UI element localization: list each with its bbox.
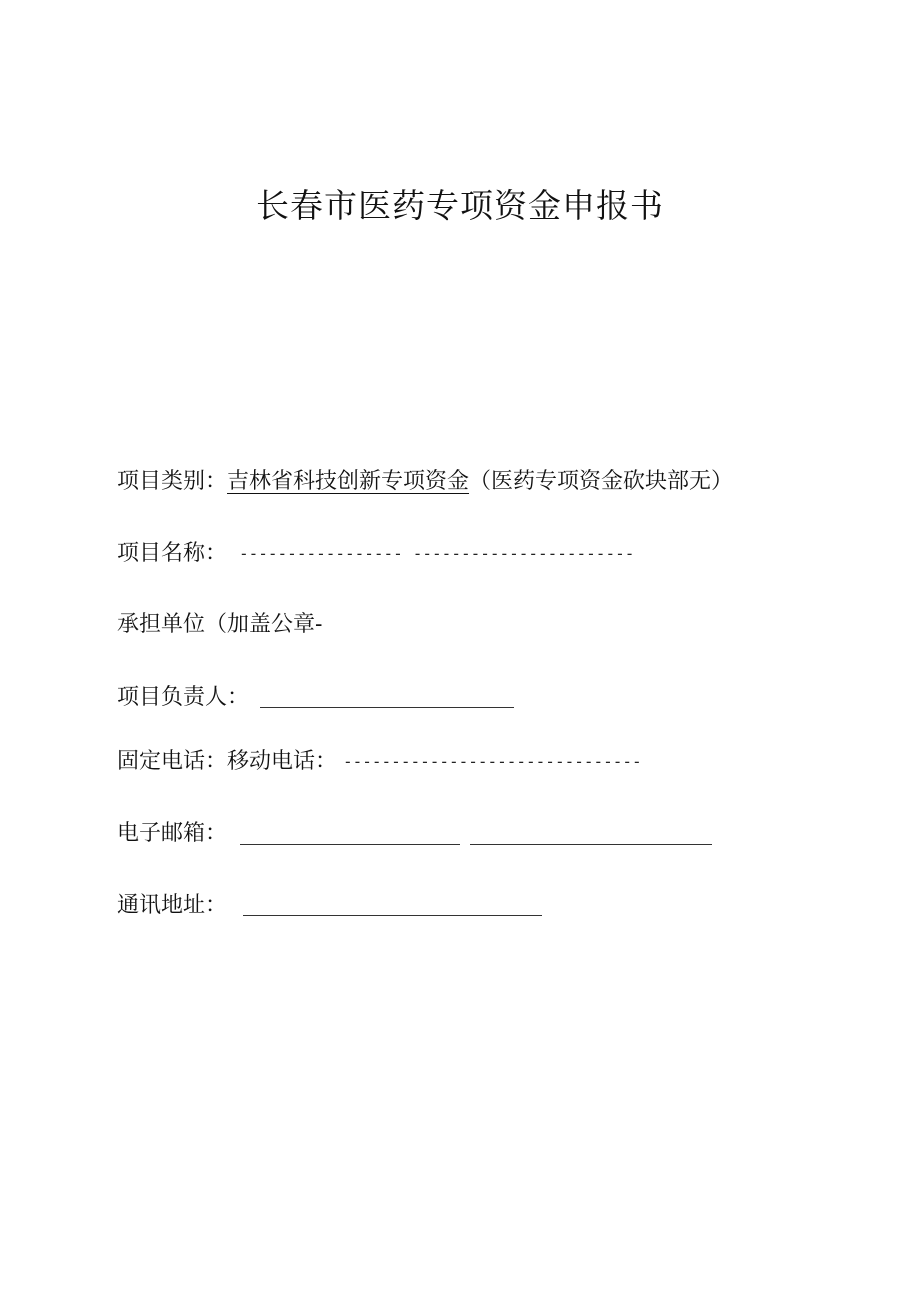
leader-label: 项目负责人： [117, 685, 250, 710]
category-value: 吉林省科技创新专项资金 [227, 469, 470, 494]
project-name-row [117, 539, 634, 569]
document-title: 长春市医药专项资金申报书 [256, 186, 664, 225]
project-name-dashes-1: ----------------- [239, 544, 403, 563]
leader-row [117, 683, 249, 713]
phone-label: 固定电话：移动电话： [117, 749, 338, 774]
unit-row [117, 610, 322, 640]
email-blank-line-2 [470, 844, 712, 845]
unit-label: 承担单位（加盖公章- [117, 612, 323, 637]
category-note: （医药专项资金砍块部无） [469, 469, 734, 494]
address-row [117, 891, 227, 921]
address-label: 通讯地址： [117, 893, 228, 918]
category-row [117, 467, 733, 497]
phone-row [117, 747, 642, 777]
phone-dashes: ------------------------------- [343, 752, 642, 771]
project-name-label: 项目名称： [117, 541, 228, 566]
email-label: 电子邮箱： [117, 821, 228, 846]
email-row [117, 819, 227, 849]
project-name-dashes-2: ----------------------- [412, 544, 635, 563]
address-blank-line [243, 915, 542, 916]
leader-blank-line [260, 707, 514, 708]
category-label: 项目类别： [117, 469, 228, 494]
email-blank-line-1 [240, 844, 460, 845]
